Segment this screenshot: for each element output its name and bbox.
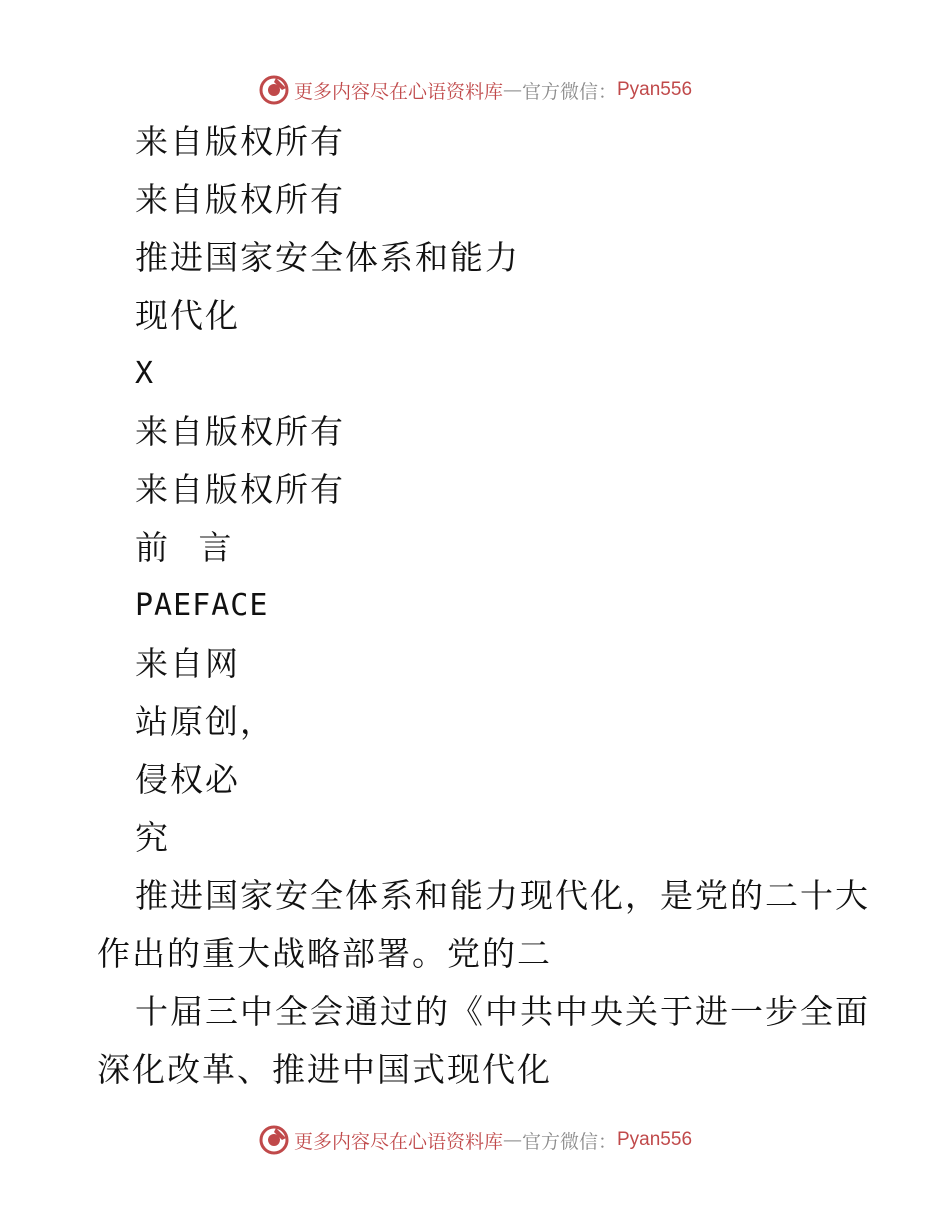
section-heading: 前 言 [135,528,242,567]
text-line: 来自版权所有 [135,412,345,451]
text-line: 推进国家安全体系和能力 [135,238,520,277]
paragraph-line: 推进国家安全体系和能力现代化，是党的二十大 [135,876,870,915]
watermark-official-label: 官方微信： [521,80,617,103]
watermark-dash: — [502,1129,522,1151]
text-line: 来自版权所有 [135,180,345,219]
watermark-wechat-id: Pyan556 [617,79,693,100]
watermark-dash: — [502,79,522,101]
paragraph-line: 深化改革、推进中国式现代化 [97,1050,552,1089]
section-heading-latin: PAEFACE [135,588,269,623]
text-line: 究 [135,818,170,857]
watermark-official-label: 官方微信： [521,1130,617,1153]
text-line: X [135,356,155,391]
text-line: 现代化 [135,296,240,335]
watermark-wechat-id: Pyan556 [617,1129,693,1150]
text-line: 来自版权所有 [135,470,345,509]
paragraph-line: 作出的重大战略部署。党的二 [97,934,552,973]
seal-logo-icon [258,74,290,106]
paragraph-line: 十届三中全会通过的《中共中央关于进一步全面 [135,992,870,1031]
watermark-brand-text: 更多内容尽在心语资料库 [293,1130,503,1153]
text-line: 来自网 [135,644,240,683]
header-watermark [0,70,950,110]
footer-watermark [0,1120,950,1160]
text-line: 来自版权所有 [135,122,345,161]
watermark-brand-text: 更多内容尽在心语资料库 [293,80,503,103]
seal-logo-icon [258,1124,290,1156]
text-line: 站原创， [135,702,275,741]
text-line: 侵权必 [135,760,240,799]
